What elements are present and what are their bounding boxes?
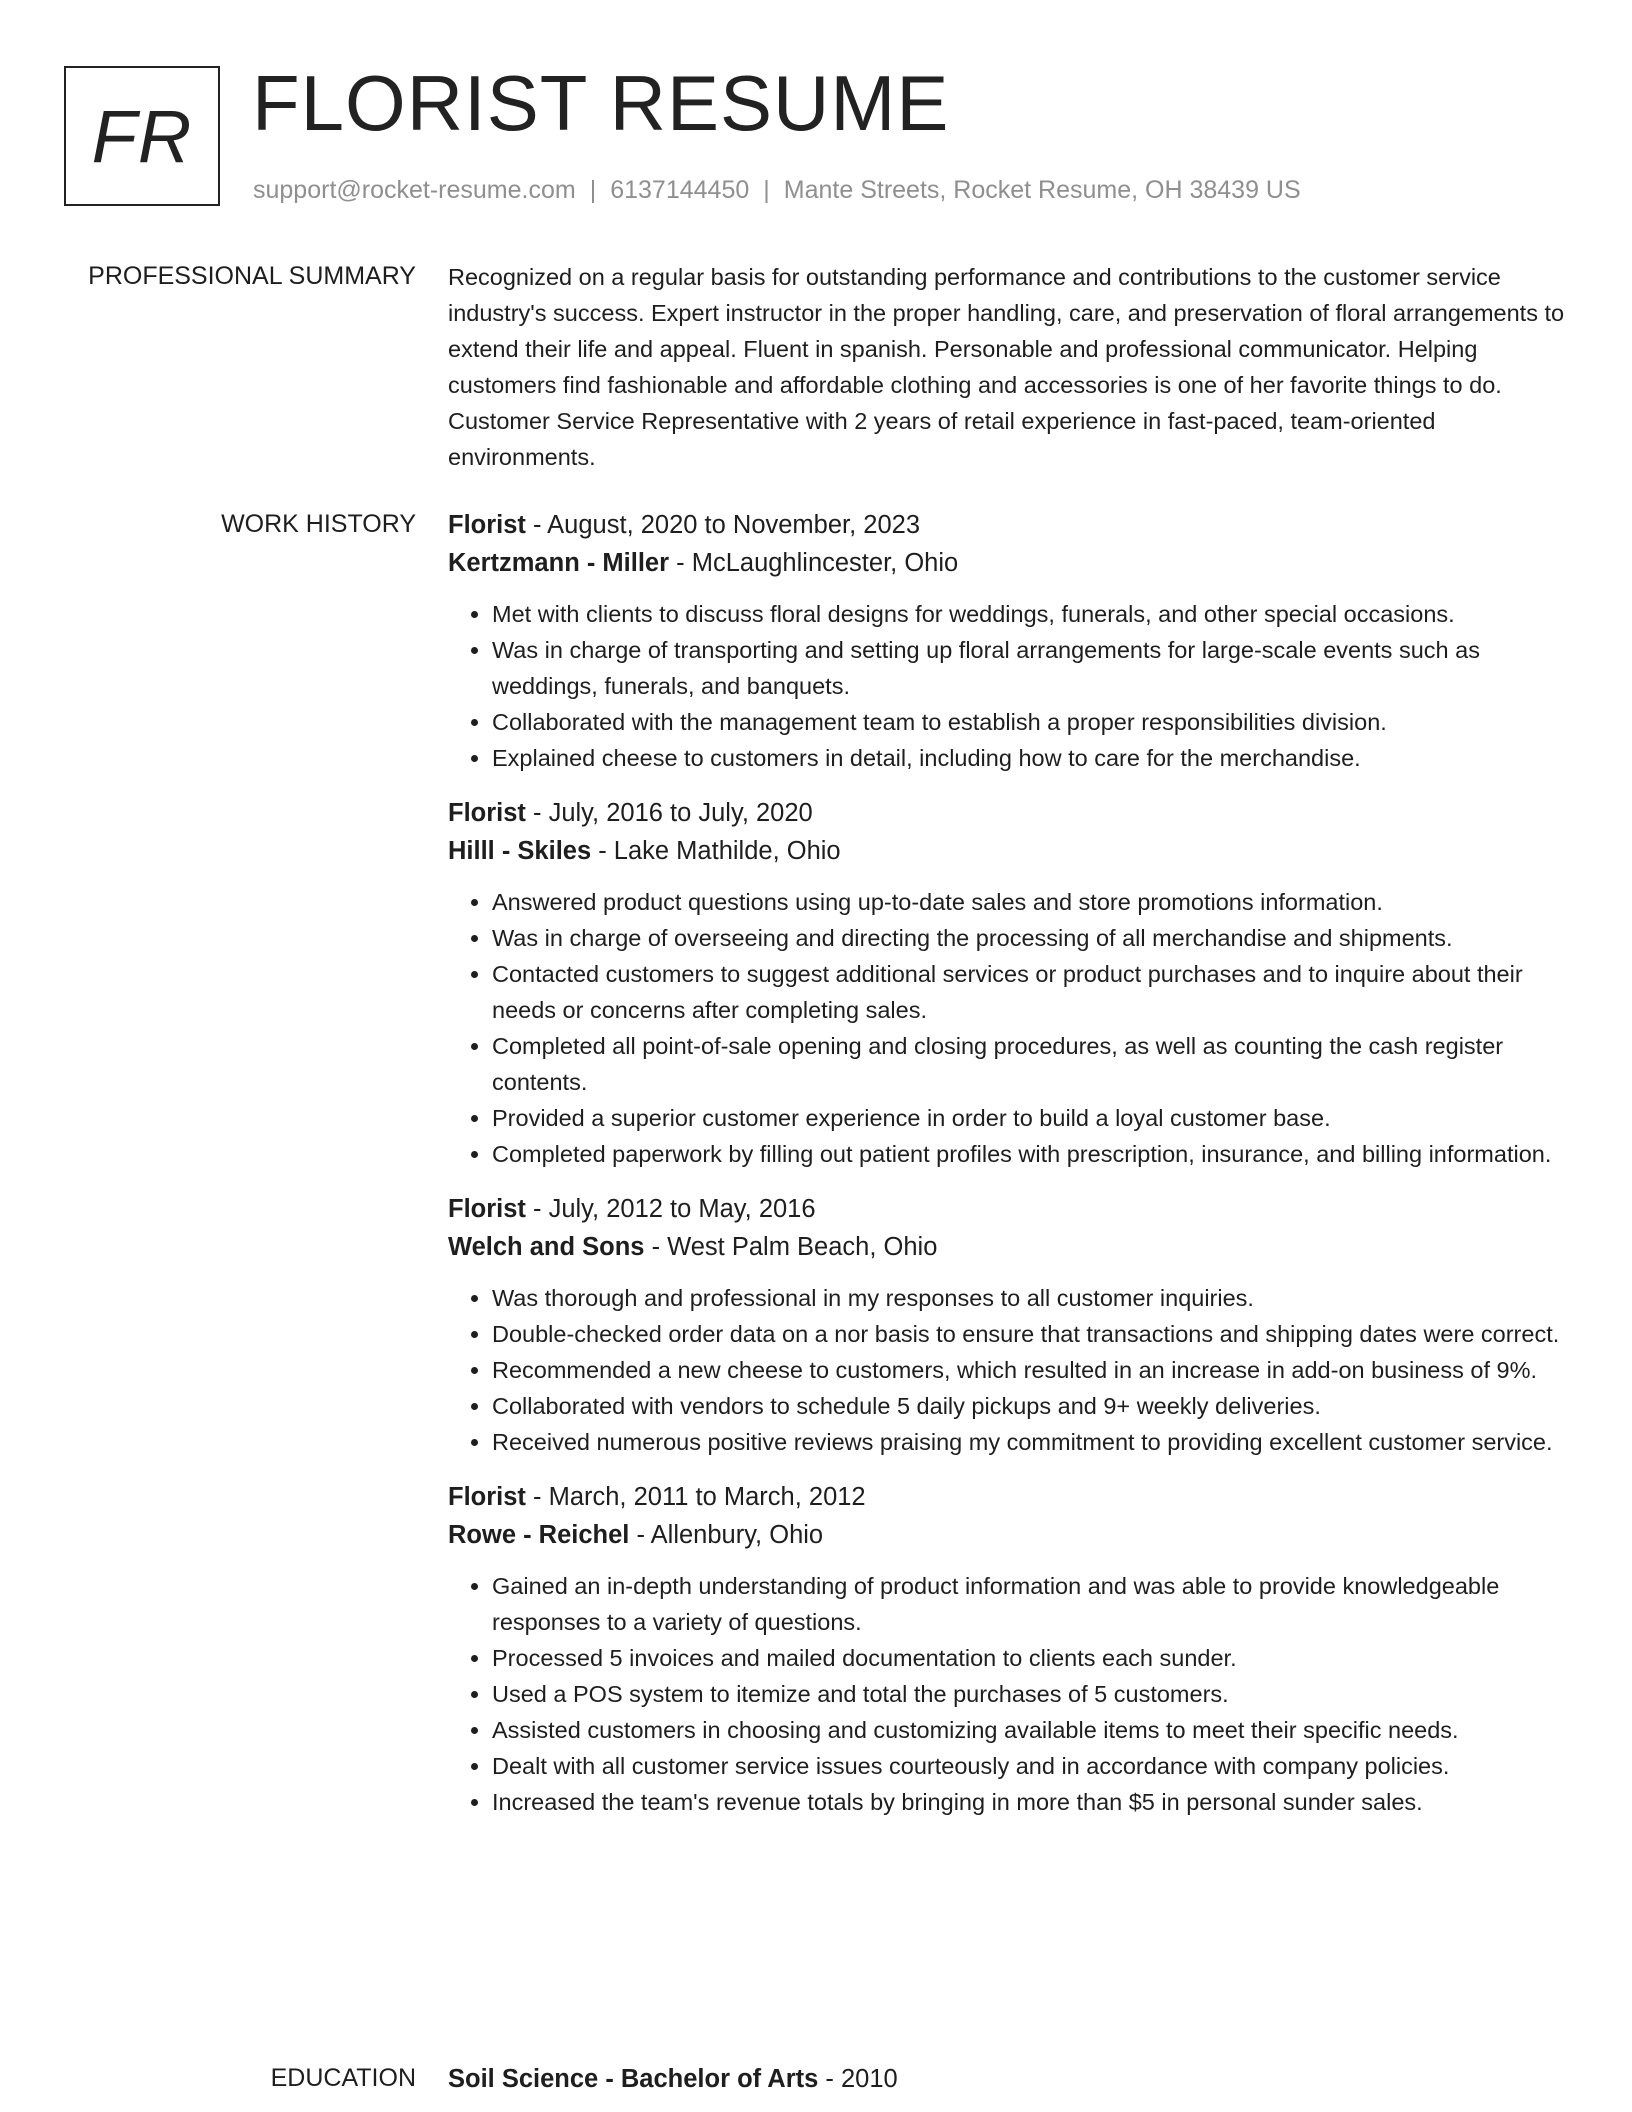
job-title: Florist bbox=[448, 1483, 526, 1511]
job-bullet: • Processed 5 invoices and mailed documentation to clients each sunder. bbox=[492, 1640, 1568, 1676]
education-year: - 2010 bbox=[818, 2065, 898, 2093]
job-bullet: • Collaborated with the management team to establish a proper responsibilities division. bbox=[492, 704, 1568, 740]
work-history-heading: WORK HISTORY bbox=[221, 510, 416, 538]
job-company: Hilll - Skiles bbox=[448, 837, 592, 865]
education-degree-line bbox=[448, 2060, 1568, 2098]
contact-line bbox=[253, 176, 1301, 205]
job-title: Florist bbox=[448, 511, 526, 539]
job-bullet: • Dealt with all customer service issues courteously and in accordance with company policies. bbox=[492, 1748, 1568, 1784]
summary-text: Recognized on a regular basis for outstanding performance and contributions to the customer service industry's success. Expert instructor in the proper handling, care, and preservation of floral arrangements to extend their life and appeal. Fluent in spanish. Personable and professional communicator. Helping customers find fashionable and affordable clothing and accessories is one of her favorite things to do. Customer Service Representative with 2 years of retail experience in fast-paced, team-oriented environments. bbox=[448, 264, 1565, 470]
job-bullet: • Provided a superior customer experience in order to build a loyal customer base. bbox=[492, 1100, 1568, 1136]
job-bullet: • Assisted customers in choosing and customizing available items to meet their specific needs. bbox=[492, 1712, 1568, 1748]
job-bullet: • Answered product questions using up-to-date sales and store promotions information. bbox=[492, 884, 1568, 920]
job-bullet: • Completed all point-of-sale opening and closing procedures, as well as counting the cash register contents. bbox=[492, 1028, 1568, 1100]
job-title-line bbox=[448, 1190, 1568, 1228]
job-company-line bbox=[448, 832, 1568, 870]
job-bullet: • Was in charge of overseeing and directing the processing of all merchandise and shipments. bbox=[492, 920, 1568, 956]
job-entry bbox=[448, 794, 1568, 1172]
job-title-line bbox=[448, 794, 1568, 832]
job-company-line bbox=[448, 544, 1568, 582]
contact-phone[interactable]: 6137144450 bbox=[610, 176, 750, 204]
job-company-line bbox=[448, 1228, 1568, 1266]
job-bullets bbox=[448, 596, 1568, 776]
job-bullets bbox=[448, 884, 1568, 1172]
job-bullet: • Double-checked order data on a nor basis to ensure that transactions and shipping dates were correct. bbox=[492, 1316, 1568, 1352]
job-title: Florist bbox=[448, 799, 526, 827]
job-title-line bbox=[448, 1478, 1568, 1516]
job-location: - Lake Mathilde, Ohio bbox=[591, 837, 841, 865]
job-entry bbox=[448, 1190, 1568, 1460]
contact-separator: | bbox=[589, 176, 597, 204]
job-title-line bbox=[448, 506, 1568, 544]
job-bullet: • Used a POS system to itemize and total the purchases of 5 customers. bbox=[492, 1676, 1568, 1712]
job-dates: - March, 2011 to March, 2012 bbox=[525, 1483, 866, 1511]
summary-body bbox=[448, 259, 1568, 475]
job-dates: - August, 2020 to November, 2023 bbox=[525, 511, 921, 539]
job-bullet: • Gained an in-depth understanding of product information and was able to provide knowledgeable responses to a variety of questions. bbox=[492, 1568, 1568, 1640]
job-company-line bbox=[448, 1516, 1568, 1554]
job-bullet: • Explained cheese to customers in detail, including how to care for the merchandise. bbox=[492, 740, 1568, 776]
job-entry bbox=[448, 1478, 1568, 1820]
job-dates: - July, 2012 to May, 2016 bbox=[525, 1195, 816, 1223]
education-heading: EDUCATION bbox=[270, 2064, 416, 2092]
contact-email[interactable]: support@rocket-resume.com bbox=[253, 176, 576, 204]
job-bullet: • Increased the team's revenue totals by bringing in more than $5 in personal sunder sales. bbox=[492, 1784, 1568, 1820]
job-location: - Allenbury, Ohio bbox=[629, 1521, 824, 1549]
work-history-body bbox=[448, 506, 1568, 1838]
job-bullets bbox=[448, 1568, 1568, 1820]
job-company: Rowe - Reichel bbox=[448, 1521, 630, 1549]
monogram-text: FR bbox=[91, 94, 193, 178]
job-location: - West Palm Beach, Ohio bbox=[644, 1233, 938, 1261]
job-bullets bbox=[448, 1280, 1568, 1460]
job-bullet: • Collaborated with vendors to schedule 5 daily pickups and 9+ weekly deliveries. bbox=[492, 1388, 1568, 1424]
education-body bbox=[448, 2060, 1568, 2098]
contact-separator: | bbox=[763, 176, 770, 204]
job-bullet: • Contacted customers to suggest additional services or product purchases and to inquire about their needs or concerns after completing sales. bbox=[492, 956, 1568, 1028]
job-bullet: • Received numerous positive reviews praising my commitment to providing excellent customer service. bbox=[492, 1424, 1568, 1460]
job-company: Welch and Sons bbox=[448, 1233, 645, 1261]
job-dates: - July, 2016 to July, 2020 bbox=[525, 799, 813, 827]
monogram-logo bbox=[64, 66, 220, 206]
job-bullet: • Was thorough and professional in my responses to all customer inquiries. bbox=[492, 1280, 1568, 1316]
summary-heading: PROFESSIONAL SUMMARY bbox=[88, 262, 416, 290]
job-entry bbox=[448, 506, 1568, 776]
resume-title: FLORIST RESUME bbox=[252, 59, 950, 147]
job-bullet: • Completed paperwork by filling out patient profiles with prescription, insurance, and billing information. bbox=[492, 1136, 1568, 1172]
job-bullet: • Met with clients to discuss floral designs for weddings, funerals, and other special occasions. bbox=[492, 596, 1568, 632]
job-company: Kertzmann - Miller bbox=[448, 549, 670, 577]
job-bullet: • Was in charge of transporting and setting up floral arrangements for large-scale events such as weddings, funerals, and banquets. bbox=[492, 632, 1568, 704]
job-location: - McLaughlincester, Ohio bbox=[669, 549, 959, 577]
job-title: Florist bbox=[448, 1195, 526, 1223]
education-degree: Soil Science - Bachelor of Arts bbox=[448, 2065, 819, 2093]
contact-address: Mante Streets, Rocket Resume, OH 38439 US bbox=[783, 176, 1301, 204]
job-bullet: • Recommended a new cheese to customers, which resulted in an increase in add-on business of 9%. bbox=[492, 1352, 1568, 1388]
